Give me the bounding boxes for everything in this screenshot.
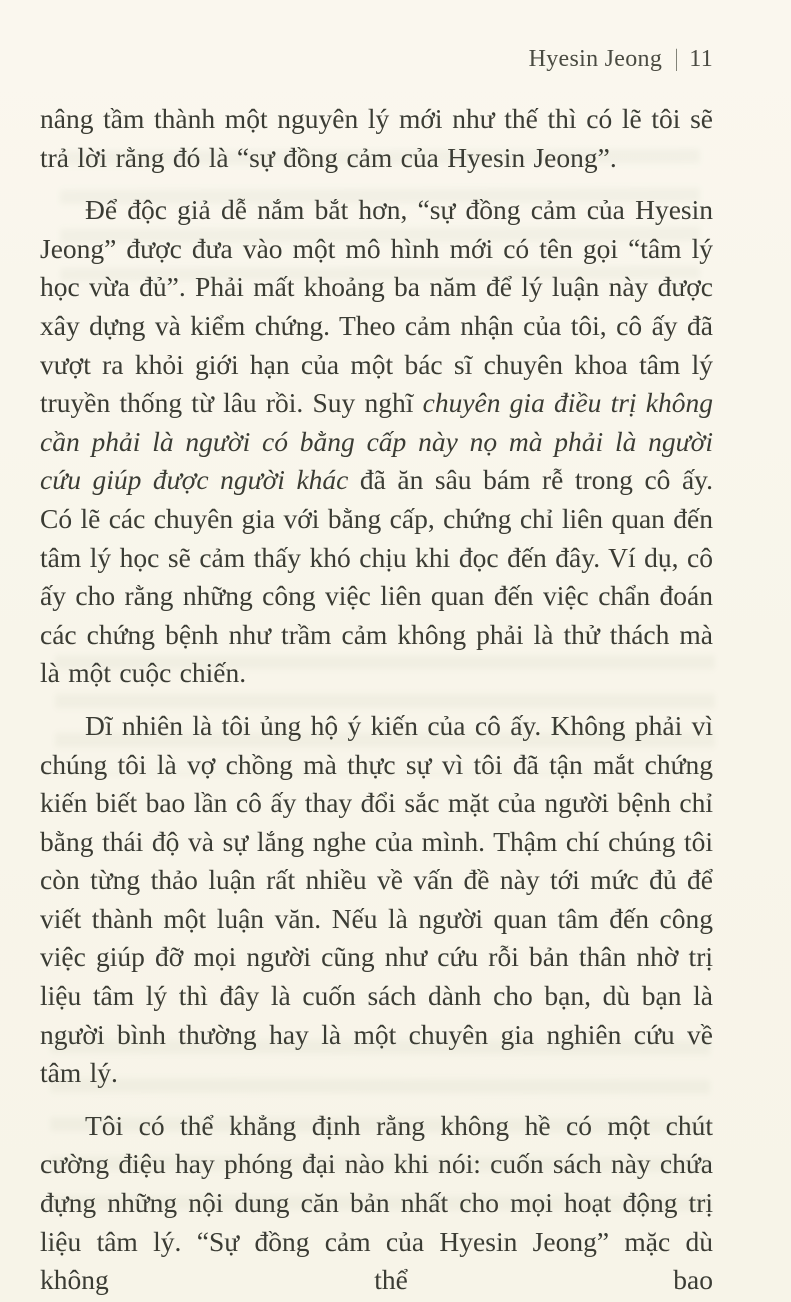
paragraph [40,707,713,1093]
running-head-author: Hyesin Jeong [528,46,663,72]
page-number: 11 [689,46,713,72]
italic-text-run: chuyên gia điều trị không cần phải là người có bằng cấp này nọ mà phải là người cứu giúp được người khác [40,387,713,496]
text-run: đã ăn sâu bám rễ trong cô ấy. Có lẽ các chuyên gia với bằng cấp, chứng chỉ liên quan đến tâm lý học sẽ cảm thấy khó chịu khi đọc đến đây. Ví dụ, cô ấy cho rằng những công việc liên quan đến việc chẩn đoán các chứng bệnh như trầm cảm không phải là thử thách mà là một cuộc chiến. [40,464,713,689]
paragraph-cut-off [40,1107,713,1300]
text-run: Để độc giả dễ nắm bắt hơn, “sự đồng cảm của Hyesin Jeong” được đưa vào một mô hình mới có tên gọi “tâm lý học vừa đủ”. Phải mất khoảng ba năm để lý luận này được xây dựng và kiểm chứng. Theo cảm nhận của tôi, cô ấy đã vượt ra khỏi giới hạn của một bác sĩ chuyên khoa tâm lý truyền thống từ lâu rồi. Suy nghĩ [40,194,713,419]
paragraph [40,191,713,693]
text-run: Tôi có thể khẳng định rằng không hề có một chút cường điệu hay phóng đại nào khi nói: cuốn sách này chứa đựng những nội dung căn bản nhất cho mọi hoạt động trị liệu tâm lý. “Sự đồng cảm của Hyesin Jeong” mặc dù không thể bao [40,1109,713,1296]
header-divider: | [674,46,679,72]
text-run: Dĩ nhiên là tôi ủng hộ ý kiến của cô ấy. Không phải vì chúng tôi là vợ chồng mà thực sự vì tôi đã tận mắt chứng kiến biết bao lần cô ấy thay đổi sắc mặt của người bệnh chỉ bằng thái độ và sự lắng nghe của mình. Thậm chí chúng tôi còn từng thảo luận rất nhiều về vấn đề này tới mức đủ để viết thành một luận văn. Nếu là người quan tâm đến công việc giúp đỡ mọi người cũng như cứu rỗi bản thân nhờ trị liệu tâm lý thì đây là cuốn sách dành cho bạn, dù bạn là người bình thường hay là một chuyên gia nghiên cứu về tâm lý. [40,709,713,1089]
body-text [40,100,713,1300]
running-head [40,44,713,74]
paragraph-continuation [40,100,713,177]
text-run: nâng tầm thành một nguyên lý mới như thế thì có lẽ tôi sẽ trả lời rằng đó là “sự đồng cảm của Hyesin Jeong”. [40,103,713,173]
